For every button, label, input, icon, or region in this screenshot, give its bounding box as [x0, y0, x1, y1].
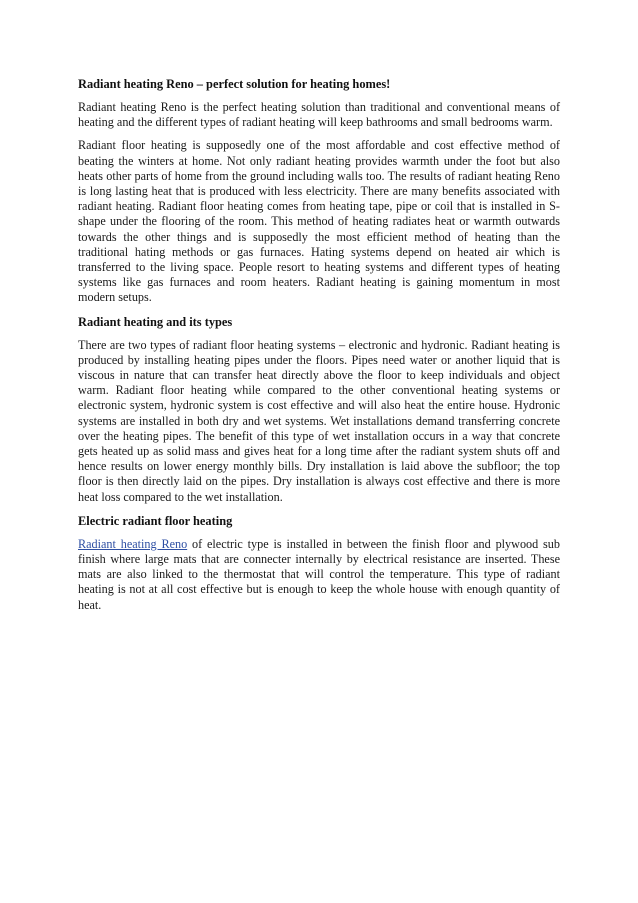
section-heading-types: Radiant heating and its types — [78, 314, 233, 329]
intro-paragraph: Radiant heating Reno is the perfect heating solution than traditional and conventional means of heating and the different types of radiant heating will keep bathrooms and small bedrooms warm. — [78, 100, 560, 130]
section-heading-perfect-solution: Radiant heating Reno – perfect solution for heating homes! — [78, 77, 391, 91]
types-paragraph: There are two types of radiant floor heating systems – electronic and hydronic. Radiant heating is produced by installing heating pipes under the floors. Pipes need water or another liquid that is viscous in nature that can transfer heat directly above the floor to keep individuals and object warm. Radiant floor heating while compared to the other conventional heating systems or electronic system, hydronic system is cost effective and will also heat the entire house. Hydronic systems are installed in both dry and wet systems. Wet installations demand transferring concrete over the heating pipes. The benefit of this type of wet installation occurs in a way that concrete gets heated up as solid mass and gives heat for a long time after the radiant system shuts off and hence results on lower energy monthly bills. Dry installation is laid above the subfloor; the top floor is then directly laid on the pipes. Dry installation is always cost effective and there is more heat loss compared to the wet installation. — [78, 337, 560, 504]
electric-paragraph — [78, 537, 560, 613]
radiant-heating-reno-link[interactable]: Radiant heating Reno — [78, 536, 188, 551]
document-page — [78, 76, 560, 621]
section-heading-electric: Electric radiant floor heating — [78, 513, 233, 528]
affordable-paragraph: Radiant floor heating is supposedly one of the most affordable and cost effective method of beating the winters at home. Not only radiant heating provides warmth under the foot but also heats other parts of home from the ground including walls too. The results of radiant heating Reno is long lasting heat that is produced with less electricity. There are many benefits associated with radiant heating. Radiant floor heating comes from heating tape, pipe or coil that is installed in S-shape under the flooring of the room. This method of heating radiates heat or warmth outwards towards the other things and is supposedly the most efficient method of heating than the traditional hating methods or gas furnaces. Hating systems depend on heated air which is transferred to the living space. People resort to heating systems and different types of heating systems like gas furnaces and room heaters. Radiant heating is gaining momentum in most modern setups. — [78, 138, 560, 305]
electric-paragraph-text: of electric type is installed in between the finish floor and plywood sub finish where large mats that are connecter internally by electrical resistance are inserted. These mats are also linked to the thermostat that will control the temperature. This type of radiant heating is not at all cost effective but is enough to keep the whole house with enough quantity of heat. — [78, 536, 560, 612]
